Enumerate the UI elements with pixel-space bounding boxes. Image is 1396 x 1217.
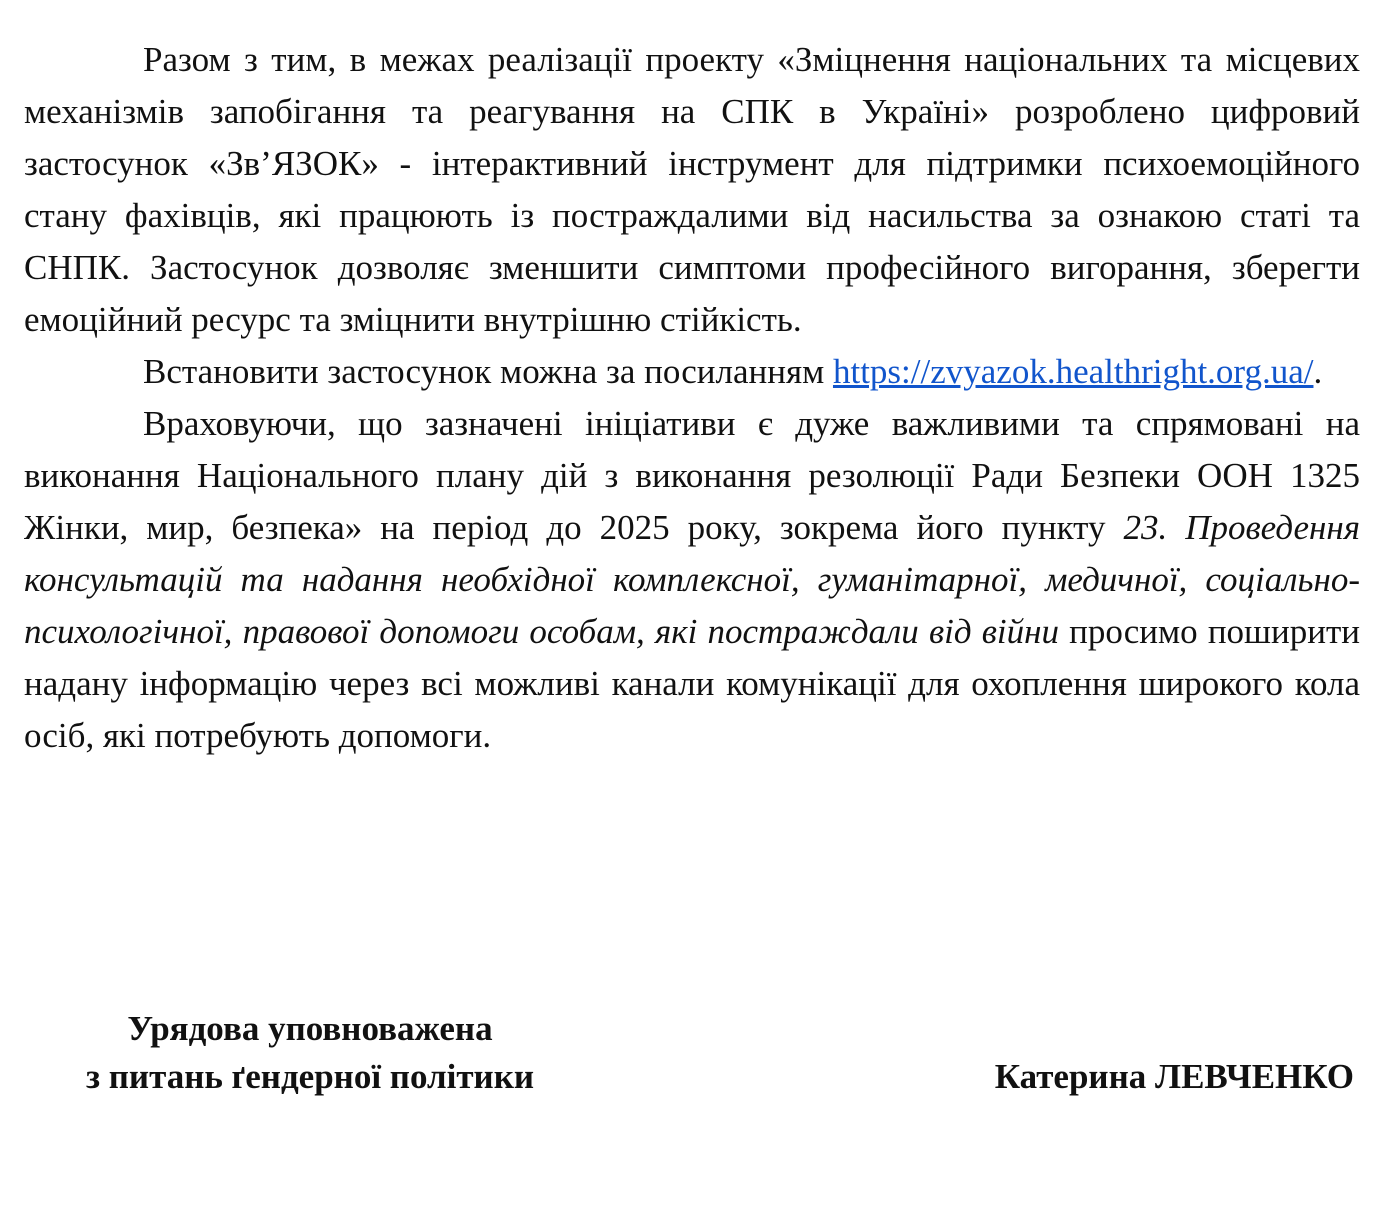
app-download-link[interactable]: https://zvyazok.healthright.org.ua/ xyxy=(832,352,1314,391)
request-text-start: Враховуючи, що зазначені ініціативи є дуже важливими та спрямовані на виконання Національного плану дій з виконання резолюції Ради Безпеки ООН 1325 Жінки, мир, безпека» на період до 2025 року, зокрема його пункту xyxy=(24,404,1360,547)
action-plan-item-quote: 23. Проведення консультацій та надання необхідної комплексної, гуманітарної, медичної, соціально-психологічної, правової допомоги особам, які постраждали від війни xyxy=(24,508,1361,651)
install-text: Встановити застосунок можна за посиланням xyxy=(143,352,833,391)
letter-body xyxy=(24,34,1360,762)
paragraph-app-description xyxy=(24,34,1360,346)
paragraph-app-description-text: Разом з тим, в межах реалізації проекту «Зміцнення національних та місцевих механізмів запобігання та реагування на СПК в Україні» розроблено цифровий застосунок «Зв’ЯЗОК» - інтерактивний інструмент для підтримки психоемоційного стану фахівців, які працюють із постраждалими від насильства за ознакою статі та СНПК. Застосунок дозволяє зменшити симптоми професійного вигорання, зберегти емоційний ресурс та зміцнити внутрішню стійкість. xyxy=(24,40,1360,339)
position-line-1: Урядова уповноважена xyxy=(127,1009,493,1048)
request-text-end: просимо поширити надану інформацію через всі можливі канали комунікації для охоплення широкого кола осіб, які потребують допомоги. xyxy=(24,612,1360,755)
signatory-position xyxy=(54,1005,566,1101)
position-line-2: з питань ґендерної політики xyxy=(85,1057,535,1096)
install-text-end: . xyxy=(1313,352,1323,391)
paragraph-request xyxy=(24,398,1360,762)
paragraph-install-link xyxy=(24,346,1360,398)
signatory-name: Катерина ЛЕВЧЕНКО xyxy=(994,1057,1354,1096)
